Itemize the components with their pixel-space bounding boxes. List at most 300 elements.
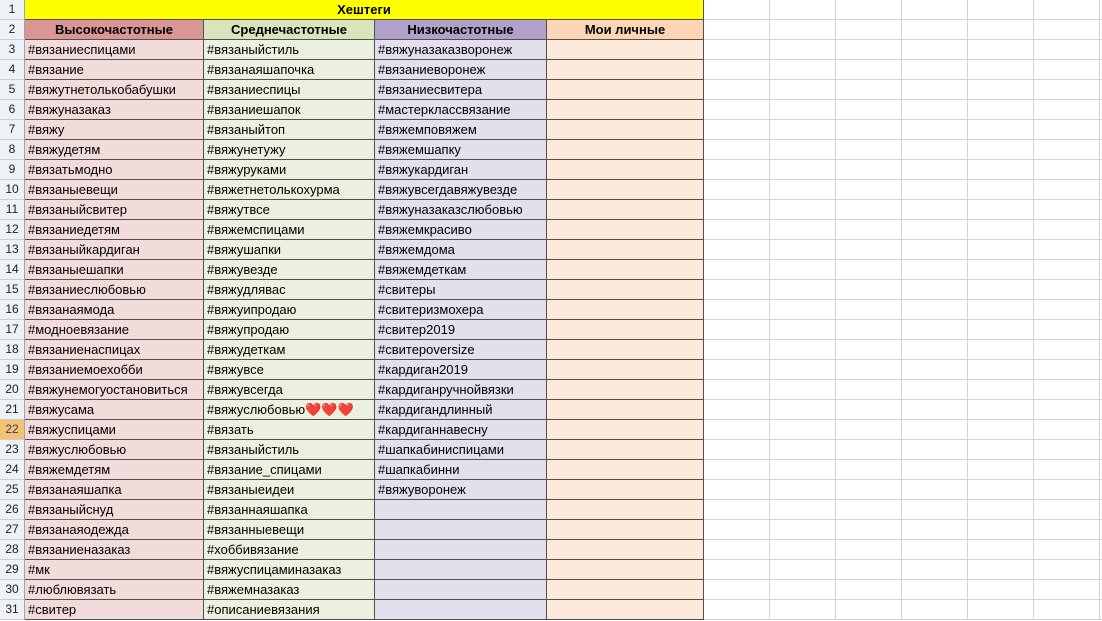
low-frequency-hashtag-cell[interactable]: #вяжуназаказслюбовью <box>375 200 547 220</box>
row-header[interactable]: 27 <box>0 520 25 540</box>
empty-cell[interactable] <box>836 20 902 40</box>
empty-cell[interactable] <box>770 380 836 400</box>
empty-cell[interactable] <box>902 480 968 500</box>
mid-frequency-hashtag-cell[interactable]: #вяжувсегда <box>204 380 375 400</box>
personal-hashtag-cell[interactable] <box>547 400 704 420</box>
high-frequency-hashtag-cell[interactable]: #вяжуспицами <box>25 420 204 440</box>
empty-cell[interactable] <box>704 360 770 380</box>
empty-cell[interactable] <box>704 440 770 460</box>
row-header[interactable]: 10 <box>0 180 25 200</box>
personal-hashtag-cell[interactable] <box>547 440 704 460</box>
empty-cell[interactable] <box>968 320 1034 340</box>
row-header[interactable]: 9 <box>0 160 25 180</box>
empty-cell[interactable] <box>704 420 770 440</box>
high-frequency-hashtag-cell[interactable]: #вязание <box>25 60 204 80</box>
empty-cell[interactable] <box>968 140 1034 160</box>
high-frequency-hashtag-cell[interactable]: #вязаниедетям <box>25 220 204 240</box>
empty-cell[interactable] <box>770 500 836 520</box>
low-frequency-hashtag-cell[interactable]: #вязаниесвитера <box>375 80 547 100</box>
empty-cell[interactable] <box>770 40 836 60</box>
mid-frequency-hashtag-cell[interactable]: #вязаниешапок <box>204 100 375 120</box>
empty-cell[interactable] <box>968 480 1034 500</box>
high-frequency-hashtag-cell[interactable]: #вязаниемоехобби <box>25 360 204 380</box>
personal-hashtag-cell[interactable] <box>547 320 704 340</box>
empty-cell[interactable] <box>770 420 836 440</box>
personal-hashtag-cell[interactable] <box>547 460 704 480</box>
empty-cell[interactable] <box>770 140 836 160</box>
empty-cell[interactable] <box>704 320 770 340</box>
empty-cell[interactable] <box>770 340 836 360</box>
empty-cell[interactable] <box>704 400 770 420</box>
empty-cell[interactable] <box>704 160 770 180</box>
empty-cell[interactable] <box>770 320 836 340</box>
row-header[interactable]: 3 <box>0 40 25 60</box>
row-header[interactable]: 24 <box>0 460 25 480</box>
empty-cell[interactable] <box>1034 440 1100 460</box>
high-frequency-hashtag-cell[interactable]: #вязаныевещи <box>25 180 204 200</box>
empty-cell[interactable] <box>1034 120 1100 140</box>
high-frequency-hashtag-cell[interactable]: #модноевязание <box>25 320 204 340</box>
empty-cell[interactable] <box>902 300 968 320</box>
empty-cell[interactable] <box>836 240 902 260</box>
empty-cell[interactable] <box>968 440 1034 460</box>
empty-cell[interactable] <box>1034 460 1100 480</box>
personal-hashtag-cell[interactable] <box>547 560 704 580</box>
high-frequency-hashtag-cell[interactable]: #вязатьмодно <box>25 160 204 180</box>
empty-cell[interactable] <box>1034 320 1100 340</box>
empty-cell[interactable] <box>902 600 968 620</box>
empty-cell[interactable] <box>902 560 968 580</box>
low-frequency-hashtag-cell[interactable]: #вяжувсегдавяжувезде <box>375 180 547 200</box>
empty-cell[interactable] <box>1034 480 1100 500</box>
mid-frequency-hashtag-cell[interactable]: #вязаниеспицы <box>204 80 375 100</box>
low-frequency-hashtag-cell[interactable]: #вяжемдеткам <box>375 260 547 280</box>
empty-cell[interactable] <box>902 280 968 300</box>
empty-cell[interactable] <box>704 500 770 520</box>
row-header[interactable]: 11 <box>0 200 25 220</box>
empty-cell[interactable] <box>770 300 836 320</box>
high-frequency-hashtag-cell[interactable]: #вяжутнетолькобабушки <box>25 80 204 100</box>
row-header[interactable]: 6 <box>0 100 25 120</box>
personal-hashtag-cell[interactable] <box>547 100 704 120</box>
high-frequency-hashtag-cell[interactable]: #вязаныйснуд <box>25 500 204 520</box>
empty-cell[interactable] <box>1034 360 1100 380</box>
mid-frequency-hashtag-cell[interactable]: #вяжудеткам <box>204 340 375 360</box>
personal-hashtag-cell[interactable] <box>547 420 704 440</box>
empty-cell[interactable] <box>902 100 968 120</box>
empty-cell[interactable] <box>902 60 968 80</box>
empty-cell[interactable] <box>836 180 902 200</box>
empty-cell[interactable] <box>1034 600 1100 620</box>
row-header[interactable]: 8 <box>0 140 25 160</box>
empty-cell[interactable] <box>704 540 770 560</box>
empty-cell[interactable] <box>704 600 770 620</box>
personal-hashtag-cell[interactable] <box>547 200 704 220</box>
empty-cell[interactable] <box>902 380 968 400</box>
empty-cell[interactable] <box>1034 260 1100 280</box>
empty-cell[interactable] <box>770 360 836 380</box>
empty-cell[interactable] <box>902 240 968 260</box>
table-title-cell[interactable]: Хештеги <box>25 0 704 20</box>
high-frequency-hashtag-cell[interactable]: #вязаниеслюбовью <box>25 280 204 300</box>
mid-frequency-hashtag-cell[interactable]: #вязаннаяшапка <box>204 500 375 520</box>
row-header[interactable]: 22 <box>0 420 25 440</box>
empty-cell[interactable] <box>836 520 902 540</box>
empty-cell[interactable] <box>968 520 1034 540</box>
row-header[interactable]: 13 <box>0 240 25 260</box>
empty-cell[interactable] <box>902 400 968 420</box>
personal-hashtag-cell[interactable] <box>547 220 704 240</box>
empty-cell[interactable] <box>1034 180 1100 200</box>
empty-cell[interactable] <box>836 80 902 100</box>
empty-cell[interactable] <box>968 280 1034 300</box>
empty-cell[interactable] <box>968 400 1034 420</box>
header-personal[interactable]: Мои личные <box>547 20 704 40</box>
personal-hashtag-cell[interactable] <box>547 480 704 500</box>
empty-cell[interactable] <box>704 560 770 580</box>
low-frequency-hashtag-cell[interactable]: #кардиганручнойвязки <box>375 380 547 400</box>
empty-cell[interactable] <box>770 60 836 80</box>
empty-cell[interactable] <box>968 20 1034 40</box>
personal-hashtag-cell[interactable] <box>547 580 704 600</box>
row-header[interactable]: 30 <box>0 580 25 600</box>
personal-hashtag-cell[interactable] <box>547 360 704 380</box>
mid-frequency-hashtag-cell[interactable]: #вязаныйтоп <box>204 120 375 140</box>
low-frequency-hashtag-cell[interactable]: #свитер2019 <box>375 320 547 340</box>
empty-cell[interactable] <box>968 560 1034 580</box>
header-mid-frequency[interactable]: Среднечастотные <box>204 20 375 40</box>
empty-cell[interactable] <box>1034 420 1100 440</box>
low-frequency-hashtag-cell[interactable] <box>375 540 547 560</box>
mid-frequency-hashtag-cell[interactable]: #вяжувезде <box>204 260 375 280</box>
empty-cell[interactable] <box>836 40 902 60</box>
low-frequency-hashtag-cell[interactable]: #вяжемшапку <box>375 140 547 160</box>
mid-frequency-hashtag-cell[interactable]: #вяжупродаю <box>204 320 375 340</box>
high-frequency-hashtag-cell[interactable]: #мк <box>25 560 204 580</box>
empty-cell[interactable] <box>836 340 902 360</box>
empty-cell[interactable] <box>968 100 1034 120</box>
empty-cell[interactable] <box>968 220 1034 240</box>
mid-frequency-hashtag-cell[interactable]: #вязаныйстиль <box>204 40 375 60</box>
mid-frequency-hashtag-cell[interactable]: #вяжемназаказ <box>204 580 375 600</box>
row-header[interactable]: 1 <box>0 0 25 20</box>
empty-cell[interactable] <box>902 20 968 40</box>
row-header[interactable]: 15 <box>0 280 25 300</box>
empty-cell[interactable] <box>836 460 902 480</box>
empty-cell[interactable] <box>968 240 1034 260</box>
mid-frequency-hashtag-cell[interactable]: #вяжетнетолькохурма <box>204 180 375 200</box>
empty-cell[interactable] <box>836 500 902 520</box>
high-frequency-hashtag-cell[interactable]: #вяжудетям <box>25 140 204 160</box>
empty-cell[interactable] <box>836 360 902 380</box>
low-frequency-hashtag-cell[interactable]: #кардиганнавесну <box>375 420 547 440</box>
empty-cell[interactable] <box>1034 60 1100 80</box>
row-header[interactable]: 2 <box>0 20 25 40</box>
empty-cell[interactable] <box>902 220 968 240</box>
empty-cell[interactable] <box>1034 340 1100 360</box>
empty-cell[interactable] <box>770 220 836 240</box>
empty-cell[interactable] <box>704 340 770 360</box>
low-frequency-hashtag-cell[interactable]: #мастерклассвязание <box>375 100 547 120</box>
mid-frequency-hashtag-cell[interactable]: #вяжуспицаминазаказ <box>204 560 375 580</box>
mid-frequency-hashtag-cell[interactable]: #описаниевязания <box>204 600 375 620</box>
personal-hashtag-cell[interactable] <box>547 340 704 360</box>
empty-cell[interactable] <box>902 80 968 100</box>
high-frequency-hashtag-cell[interactable]: #вязаныйсвитер <box>25 200 204 220</box>
empty-cell[interactable] <box>968 160 1034 180</box>
low-frequency-hashtag-cell[interactable]: #вяжемдома <box>375 240 547 260</box>
empty-cell[interactable] <box>704 280 770 300</box>
row-header[interactable]: 14 <box>0 260 25 280</box>
personal-hashtag-cell[interactable] <box>547 380 704 400</box>
personal-hashtag-cell[interactable] <box>547 40 704 60</box>
empty-cell[interactable] <box>704 40 770 60</box>
personal-hashtag-cell[interactable] <box>547 500 704 520</box>
low-frequency-hashtag-cell[interactable]: #свитеризмохера <box>375 300 547 320</box>
row-header[interactable]: 17 <box>0 320 25 340</box>
empty-cell[interactable] <box>968 180 1034 200</box>
empty-cell[interactable] <box>1034 400 1100 420</box>
personal-hashtag-cell[interactable] <box>547 260 704 280</box>
high-frequency-hashtag-cell[interactable]: #свитер <box>25 600 204 620</box>
mid-frequency-hashtag-cell[interactable]: #вяжувсе <box>204 360 375 380</box>
row-header[interactable]: 16 <box>0 300 25 320</box>
empty-cell[interactable] <box>968 260 1034 280</box>
empty-cell[interactable] <box>902 580 968 600</box>
empty-cell[interactable] <box>704 60 770 80</box>
empty-cell[interactable] <box>902 140 968 160</box>
high-frequency-hashtag-cell[interactable]: #вязаныешапки <box>25 260 204 280</box>
low-frequency-hashtag-cell[interactable]: #вяжуворонеж <box>375 480 547 500</box>
mid-frequency-hashtag-cell[interactable]: #вязание_спицами <box>204 460 375 480</box>
empty-cell[interactable] <box>1034 80 1100 100</box>
empty-cell[interactable] <box>902 500 968 520</box>
row-header[interactable]: 29 <box>0 560 25 580</box>
empty-cell[interactable] <box>1034 220 1100 240</box>
row-header[interactable]: 26 <box>0 500 25 520</box>
mid-frequency-hashtag-cell[interactable]: #вяжушапки <box>204 240 375 260</box>
empty-cell[interactable] <box>902 200 968 220</box>
empty-cell[interactable] <box>902 0 968 20</box>
empty-cell[interactable] <box>704 580 770 600</box>
high-frequency-hashtag-cell[interactable]: #вязаныйкардиган <box>25 240 204 260</box>
low-frequency-hashtag-cell[interactable]: #вяжукардиган <box>375 160 547 180</box>
empty-cell[interactable] <box>770 520 836 540</box>
empty-cell[interactable] <box>770 160 836 180</box>
high-frequency-hashtag-cell[interactable]: #вяжуназаказ <box>25 100 204 120</box>
high-frequency-hashtag-cell[interactable]: #вязанаямода <box>25 300 204 320</box>
empty-cell[interactable] <box>836 400 902 420</box>
empty-cell[interactable] <box>902 460 968 480</box>
mid-frequency-hashtag-cell[interactable]: #вяжуруками <box>204 160 375 180</box>
personal-hashtag-cell[interactable] <box>547 600 704 620</box>
mid-frequency-hashtag-cell[interactable]: #вязаныйстиль <box>204 440 375 460</box>
empty-cell[interactable] <box>704 300 770 320</box>
personal-hashtag-cell[interactable] <box>547 160 704 180</box>
personal-hashtag-cell[interactable] <box>547 60 704 80</box>
empty-cell[interactable] <box>704 260 770 280</box>
low-frequency-hashtag-cell[interactable]: #свитерoversize <box>375 340 547 360</box>
empty-cell[interactable] <box>836 280 902 300</box>
empty-cell[interactable] <box>836 480 902 500</box>
empty-cell[interactable] <box>836 320 902 340</box>
empty-cell[interactable] <box>968 540 1034 560</box>
empty-cell[interactable] <box>836 420 902 440</box>
empty-cell[interactable] <box>770 20 836 40</box>
empty-cell[interactable] <box>968 200 1034 220</box>
empty-cell[interactable] <box>770 560 836 580</box>
empty-cell[interactable] <box>770 240 836 260</box>
low-frequency-hashtag-cell[interactable]: #вяжемповяжем <box>375 120 547 140</box>
empty-cell[interactable] <box>770 100 836 120</box>
mid-frequency-hashtag-cell[interactable]: #вязанаяшапочка <box>204 60 375 80</box>
empty-cell[interactable] <box>704 140 770 160</box>
empty-cell[interactable] <box>902 40 968 60</box>
empty-cell[interactable] <box>902 180 968 200</box>
empty-cell[interactable] <box>902 520 968 540</box>
low-frequency-hashtag-cell[interactable]: #вяжемкрасиво <box>375 220 547 240</box>
empty-cell[interactable] <box>1034 300 1100 320</box>
personal-hashtag-cell[interactable] <box>547 520 704 540</box>
low-frequency-hashtag-cell[interactable]: #вязаниеворонеж <box>375 60 547 80</box>
empty-cell[interactable] <box>1034 280 1100 300</box>
empty-cell[interactable] <box>704 240 770 260</box>
mid-frequency-hashtag-cell[interactable]: #вязать <box>204 420 375 440</box>
high-frequency-hashtag-cell[interactable]: #вяжусама <box>25 400 204 420</box>
empty-cell[interactable] <box>968 380 1034 400</box>
header-high-frequency[interactable]: Высокочастотные <box>25 20 204 40</box>
empty-cell[interactable] <box>770 540 836 560</box>
empty-cell[interactable] <box>1034 540 1100 560</box>
low-frequency-hashtag-cell[interactable] <box>375 580 547 600</box>
low-frequency-hashtag-cell[interactable]: #кардиган2019 <box>375 360 547 380</box>
empty-cell[interactable] <box>902 540 968 560</box>
empty-cell[interactable] <box>902 120 968 140</box>
empty-cell[interactable] <box>968 60 1034 80</box>
row-header[interactable]: 31 <box>0 600 25 620</box>
low-frequency-hashtag-cell[interactable]: #кардигандлинный <box>375 400 547 420</box>
row-header[interactable]: 7 <box>0 120 25 140</box>
empty-cell[interactable] <box>836 580 902 600</box>
mid-frequency-hashtag-cell[interactable]: #хоббивязание <box>204 540 375 560</box>
empty-cell[interactable] <box>704 20 770 40</box>
empty-cell[interactable] <box>968 40 1034 60</box>
empty-cell[interactable] <box>704 380 770 400</box>
low-frequency-hashtag-cell[interactable]: #шапкабинни <box>375 460 547 480</box>
empty-cell[interactable] <box>902 440 968 460</box>
personal-hashtag-cell[interactable] <box>547 140 704 160</box>
empty-cell[interactable] <box>836 0 902 20</box>
empty-cell[interactable] <box>1034 240 1100 260</box>
high-frequency-hashtag-cell[interactable]: #вяжунемогуостановиться <box>25 380 204 400</box>
personal-hashtag-cell[interactable] <box>547 180 704 200</box>
empty-cell[interactable] <box>704 480 770 500</box>
row-header[interactable]: 5 <box>0 80 25 100</box>
empty-cell[interactable] <box>704 220 770 240</box>
empty-cell[interactable] <box>770 440 836 460</box>
mid-frequency-hashtag-cell[interactable]: #вяжудлявас <box>204 280 375 300</box>
empty-cell[interactable] <box>968 580 1034 600</box>
empty-cell[interactable] <box>902 160 968 180</box>
empty-cell[interactable] <box>770 200 836 220</box>
empty-cell[interactable] <box>770 180 836 200</box>
empty-cell[interactable] <box>968 600 1034 620</box>
row-header[interactable]: 12 <box>0 220 25 240</box>
personal-hashtag-cell[interactable] <box>547 80 704 100</box>
empty-cell[interactable] <box>704 100 770 120</box>
mid-frequency-hashtag-cell[interactable]: #вяжунетужу <box>204 140 375 160</box>
empty-cell[interactable] <box>836 200 902 220</box>
empty-cell[interactable] <box>968 420 1034 440</box>
low-frequency-hashtag-cell[interactable]: #шапкабиниспицами <box>375 440 547 460</box>
empty-cell[interactable] <box>902 360 968 380</box>
empty-cell[interactable] <box>968 360 1034 380</box>
empty-cell[interactable] <box>836 380 902 400</box>
empty-cell[interactable] <box>1034 560 1100 580</box>
empty-cell[interactable] <box>704 80 770 100</box>
empty-cell[interactable] <box>836 100 902 120</box>
low-frequency-hashtag-cell[interactable]: #вяжуназаказворонеж <box>375 40 547 60</box>
high-frequency-hashtag-cell[interactable]: #люблювязать <box>25 580 204 600</box>
empty-cell[interactable] <box>836 300 902 320</box>
empty-cell[interactable] <box>1034 140 1100 160</box>
high-frequency-hashtag-cell[interactable]: #вяжу <box>25 120 204 140</box>
row-header[interactable]: 20 <box>0 380 25 400</box>
mid-frequency-hashtag-cell[interactable]: #вязанныевещи <box>204 520 375 540</box>
row-header[interactable]: 4 <box>0 60 25 80</box>
empty-cell[interactable] <box>1034 500 1100 520</box>
empty-cell[interactable] <box>1034 200 1100 220</box>
empty-cell[interactable] <box>836 540 902 560</box>
low-frequency-hashtag-cell[interactable] <box>375 520 547 540</box>
mid-frequency-hashtag-cell[interactable]: #вяжуслюбовью❤️❤️❤️ <box>204 400 375 420</box>
personal-hashtag-cell[interactable] <box>547 300 704 320</box>
empty-cell[interactable] <box>1034 160 1100 180</box>
empty-cell[interactable] <box>770 0 836 20</box>
high-frequency-hashtag-cell[interactable]: #вязаниеспицами <box>25 40 204 60</box>
high-frequency-hashtag-cell[interactable]: #вязанаяшапка <box>25 480 204 500</box>
empty-cell[interactable] <box>770 480 836 500</box>
empty-cell[interactable] <box>902 420 968 440</box>
high-frequency-hashtag-cell[interactable]: #вязанаяодежда <box>25 520 204 540</box>
empty-cell[interactable] <box>704 0 770 20</box>
empty-cell[interactable] <box>902 340 968 360</box>
empty-cell[interactable] <box>1034 40 1100 60</box>
high-frequency-hashtag-cell[interactable]: #вяжемдетям <box>25 460 204 480</box>
empty-cell[interactable] <box>704 200 770 220</box>
empty-cell[interactable] <box>968 120 1034 140</box>
high-frequency-hashtag-cell[interactable]: #вязаниеназаказ <box>25 540 204 560</box>
mid-frequency-hashtag-cell[interactable]: #вязаныеидеи <box>204 480 375 500</box>
empty-cell[interactable] <box>1034 580 1100 600</box>
empty-cell[interactable] <box>770 600 836 620</box>
personal-hashtag-cell[interactable] <box>547 280 704 300</box>
empty-cell[interactable] <box>770 260 836 280</box>
empty-cell[interactable] <box>902 260 968 280</box>
empty-cell[interactable] <box>968 0 1034 20</box>
empty-cell[interactable] <box>836 560 902 580</box>
empty-cell[interactable] <box>770 120 836 140</box>
empty-cell[interactable] <box>704 120 770 140</box>
empty-cell[interactable] <box>836 140 902 160</box>
empty-cell[interactable] <box>968 300 1034 320</box>
high-frequency-hashtag-cell[interactable]: #вязаниенаспицах <box>25 340 204 360</box>
row-header[interactable]: 21 <box>0 400 25 420</box>
low-frequency-hashtag-cell[interactable] <box>375 600 547 620</box>
empty-cell[interactable] <box>1034 20 1100 40</box>
empty-cell[interactable] <box>968 500 1034 520</box>
empty-cell[interactable] <box>1034 0 1100 20</box>
